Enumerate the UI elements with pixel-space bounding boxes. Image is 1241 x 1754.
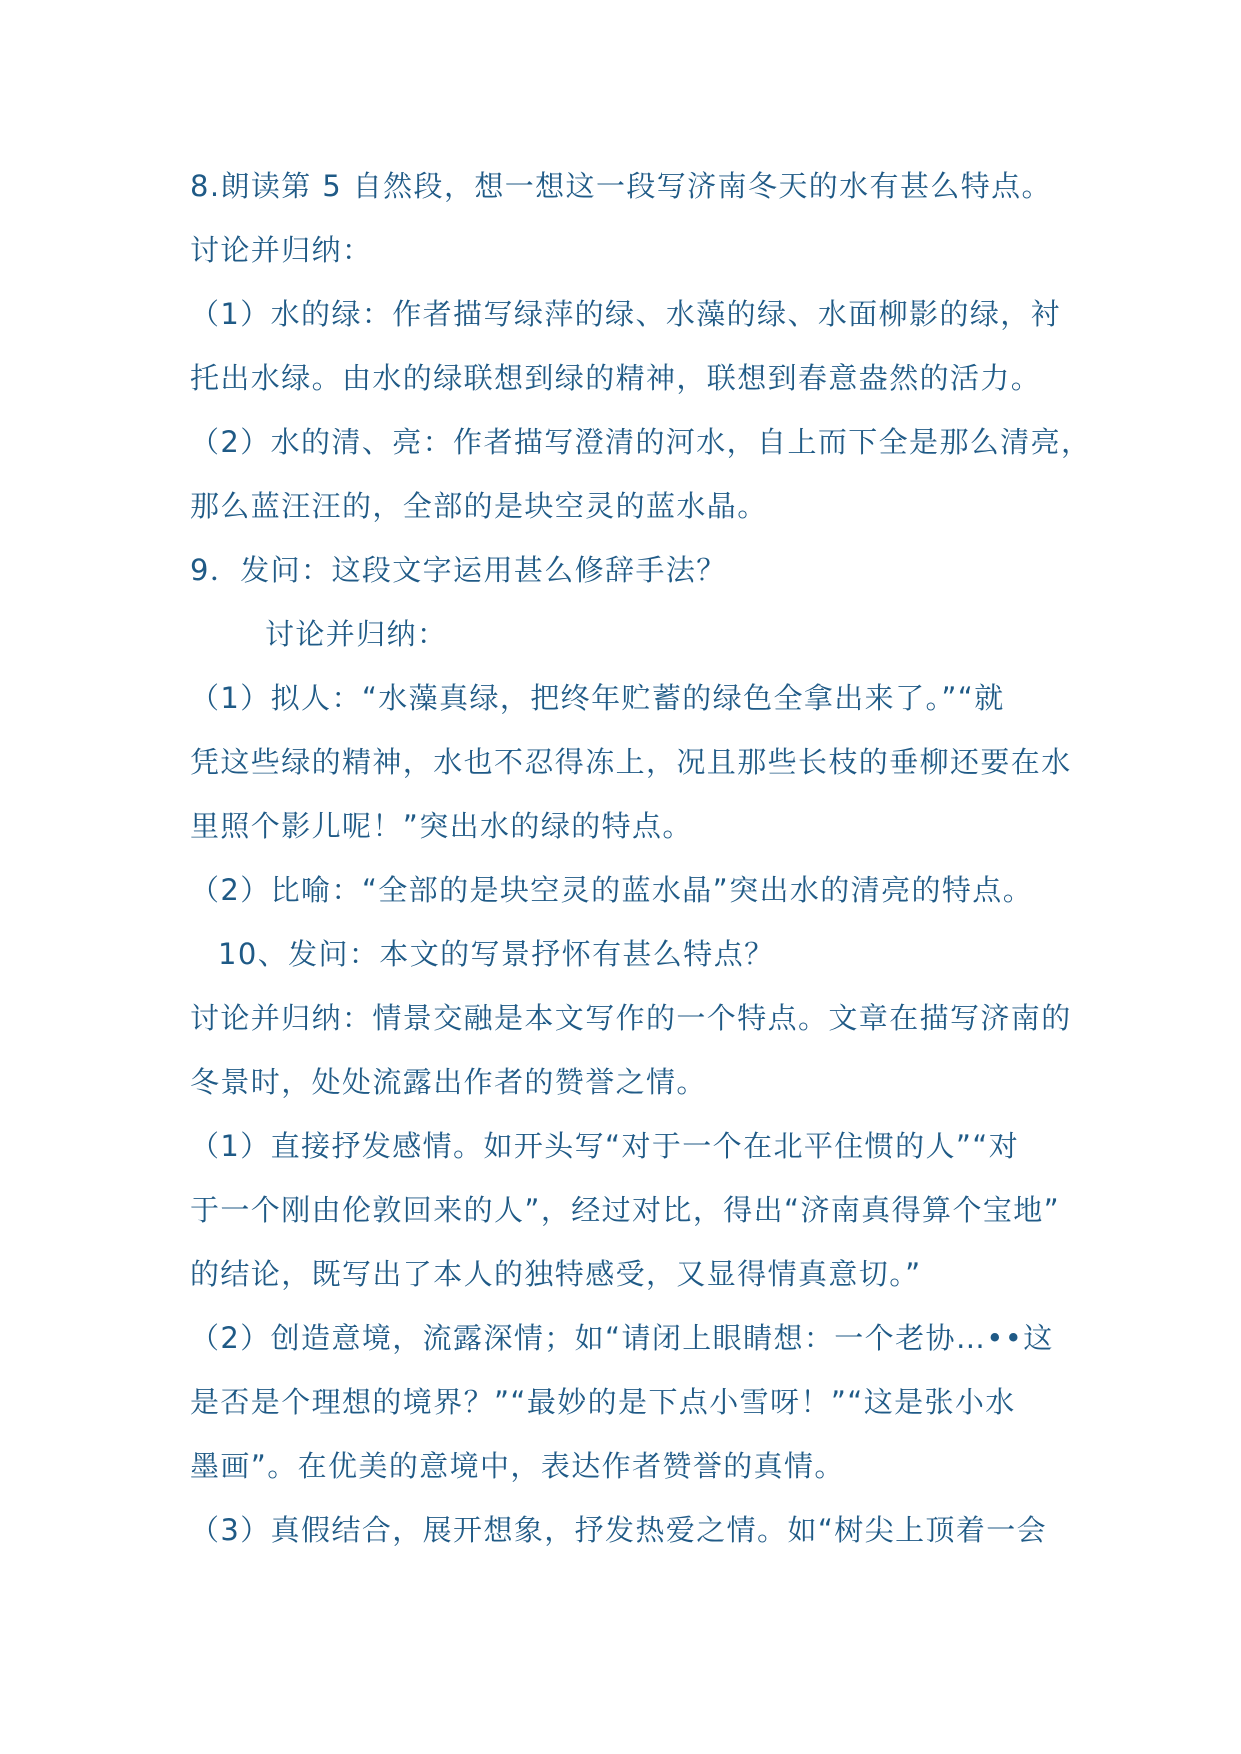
text-line: 托出水绿。由水的绿联想到绿的精神，联想到春意盎然的活力。 (190, 361, 1042, 395)
text-line: 里照个影儿呢！”突出水的绿的特点。 (190, 809, 693, 843)
text-line: 讨论并归纳：情景交融是本文写作的一个特点。文章在描写济南的 (190, 1001, 1072, 1035)
text-line: 冬景时，处处流露出作者的赞誉之情。 (190, 1065, 707, 1099)
text-line: 讨论并归纳： (265, 617, 448, 651)
text-line: 9．发问：这段文字运用甚么修辞手法？ (190, 553, 727, 587)
text-line: 的结论，既写出了本人的独特感受，又显得情真意切。” (190, 1257, 922, 1291)
text-line: 8.朗读第 5 自然段，想一想这一段写济南冬天的水有甚么特点。 (190, 169, 1052, 203)
text-line: （1）拟人：“水藻真绿，把终年贮蓄的绿色全拿出来了。”“就 (190, 681, 1005, 715)
text-line: 讨论并归纳： (190, 233, 373, 267)
text-line: （1）直接抒发感情。如开头写“对于一个在北平住惯的人”“对 (190, 1129, 1020, 1163)
text-line: 那么蓝汪汪的，全部的是块空灵的蓝水晶。 (190, 489, 768, 523)
text-line: （2）水的清、亮：作者描写澄清的河水，自上而下全是那么清亮， (190, 425, 1092, 459)
text-line: （2）创造意境，流露深情；如“请闭上眼睛想：一个老协…••这 (190, 1321, 1054, 1355)
text-line: （1）水的绿：作者描写绿萍的绿、水藻的绿、水面柳影的绿，衬 (190, 297, 1062, 331)
text-line: 10、发问：本文的写景抒怀有甚么特点？ (218, 937, 775, 971)
text-line: 是否是个理想的境界？”“最妙的是下点小雪呀！”“这是张小水 (190, 1385, 1016, 1419)
text-line: 于一个刚由伦敦回来的人”，经过对比，得出“济南真得算个宝地” (190, 1193, 1061, 1227)
text-line: 凭这些绿的精神，水也不忍得冻上，况且那些长枝的垂柳还要在水 (190, 745, 1072, 779)
text-line: （3）真假结合，展开想象，抒发热爱之情。如“树尖上顶着一会 (190, 1513, 1048, 1547)
text-line: 墨画”。在优美的意境中，表达作者赞誉的真情。 (190, 1449, 845, 1483)
text-line: （2）比喻：“全部的是块空灵的蓝水晶”突出水的清亮的特点。 (190, 873, 1034, 907)
